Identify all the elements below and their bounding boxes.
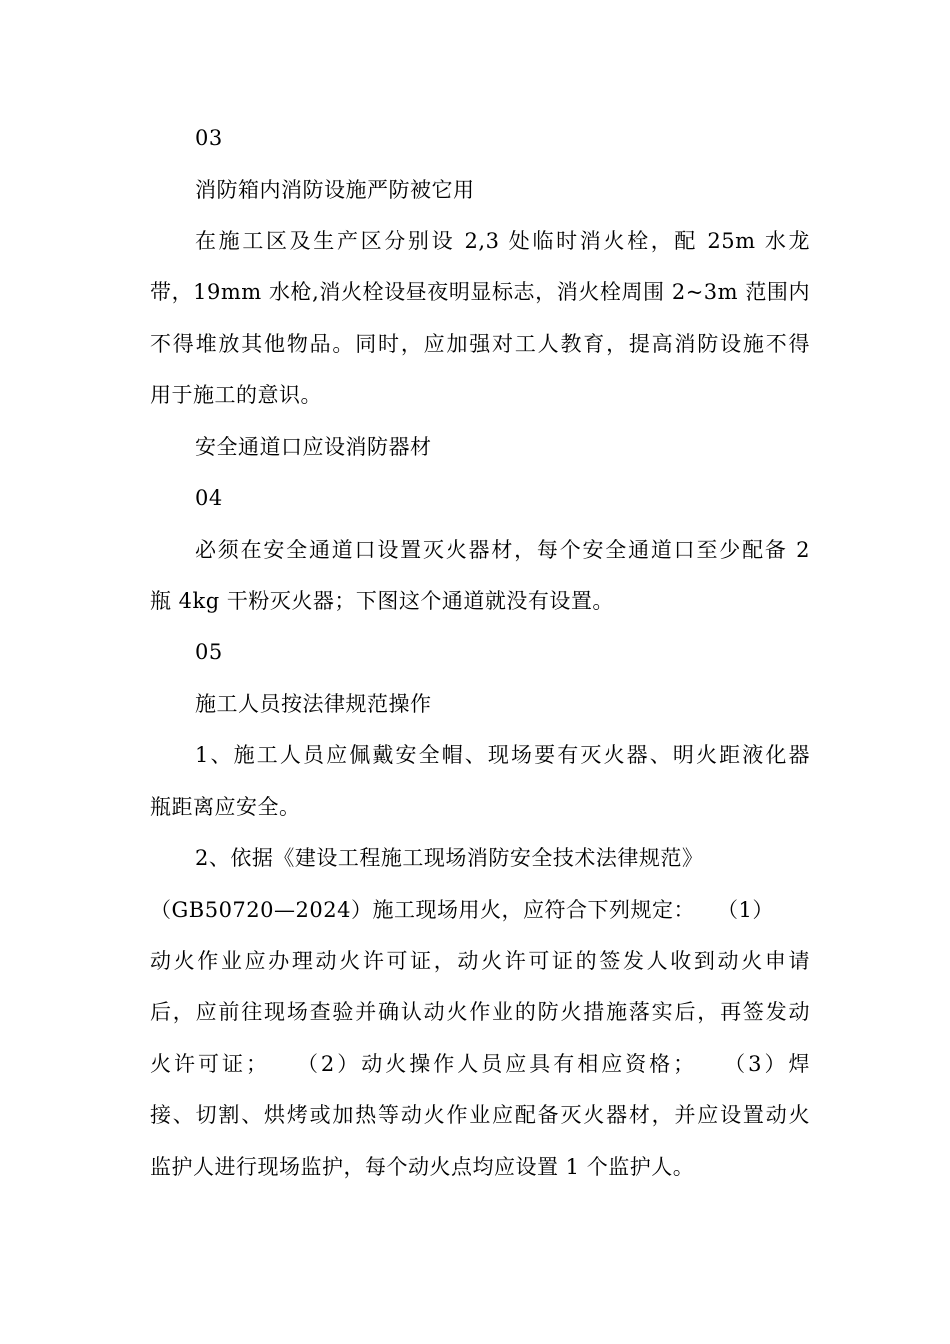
heading-fire-box: 消防箱内消防设施严防被它用 <box>195 178 475 202</box>
paragraph-line: 带，19mm 水枪,消火栓设昼夜明显标志，消火栓周围 2~3m 范围内 <box>150 280 810 304</box>
paragraph-line: 不得堆放其他物品。同时，应加强对工人教育，提高消防设施不得 <box>150 332 810 356</box>
paragraph-line: 后，应前往现场查验并确认动火作业的防火措施落实后，再签发动 <box>150 1000 810 1024</box>
paragraph-line: 火许可证； （2）动火操作人员应具有相应资格； （3）焊 <box>150 1052 810 1076</box>
section-number-04: 04 <box>195 486 223 510</box>
paragraph-line: （GB50720—2024）施工现场用火，应符合下列规定： （1） <box>150 898 774 922</box>
paragraph-line: 在施工区及生产区分别设 2,3 处临时消火栓，配 25m 水龙 <box>195 229 810 253</box>
paragraph-line: 必须在安全通道口设置灭火器材，每个安全通道口至少配备 2 <box>195 538 810 562</box>
paragraph-line: 用于施工的意识。 <box>150 383 322 407</box>
heading-safety-passage: 安全通道口应设消防器材 <box>195 435 432 459</box>
paragraph-line: 接、切割、烘烤或加热等动火作业应配备灭火器材，并应设置动火 <box>150 1103 810 1127</box>
paragraph-line: 动火作业应办理动火许可证，动火许可证的签发人收到动火申请 <box>150 949 810 973</box>
paragraph-line: 1、施工人员应佩戴安全帽、现场要有灭火器、明火距液化器 <box>195 743 810 767</box>
paragraph-line: 2、依据《建设工程施工现场消防安全技术法律规范》 <box>195 846 704 870</box>
paragraph-line: 瓶距离应安全。 <box>150 795 301 819</box>
paragraph-line: 瓶 4kg 干粉灭火器；下图这个通道就没有设置。 <box>150 589 614 613</box>
section-number-05: 05 <box>195 640 223 664</box>
section-number-03: 03 <box>195 126 223 150</box>
paragraph-line: 监护人进行现场监护，每个动火点均应设置 1 个监护人。 <box>150 1155 695 1179</box>
heading-operation-rules: 施工人员按法律规范操作 <box>195 692 432 716</box>
